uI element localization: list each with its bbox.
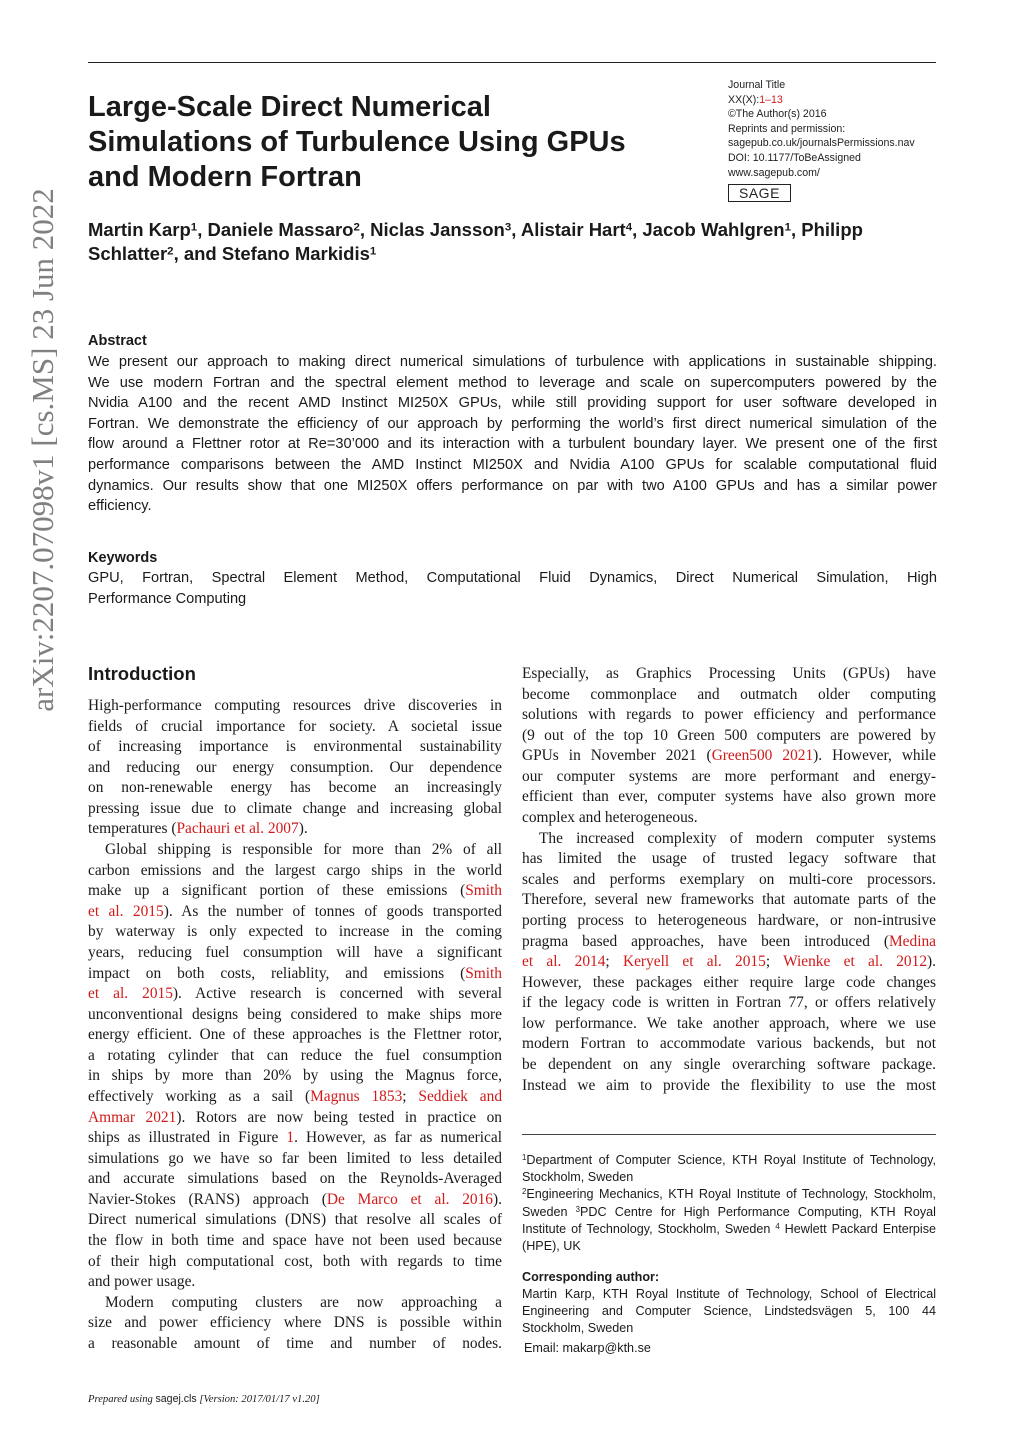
arxiv-stamp: arXiv:2207.07098v1 [cs.MS] 23 Jun 2022 bbox=[25, 188, 60, 712]
abstract-line: We present our approach to making direct numerical simulations of turbulence with applications in sustainable shipping. bbox=[88, 354, 937, 370]
keywords-body bbox=[88, 568, 937, 609]
body-line: by waterway is only expected to increase in the coming bbox=[88, 923, 502, 941]
body-line: unconventional designs being considered to make ships more bbox=[88, 1005, 502, 1023]
body-line: Especially, as Graphics Processing Units (GPUs) have bbox=[522, 665, 936, 682]
affiliations bbox=[522, 1152, 936, 1255]
body-line: The increased complexity of modern computer systems bbox=[539, 829, 936, 847]
body-line: effectively working as a sail (Magnus 1853; Seddiek and bbox=[88, 1087, 503, 1105]
author-name: Martin Karp bbox=[88, 219, 191, 240]
body-line: and accurate simulations based on the Reynolds-Averaged bbox=[88, 1170, 502, 1188]
footnote-rule bbox=[522, 1134, 936, 1135]
body-line: and power usage. bbox=[88, 1273, 196, 1291]
keywords-line: GPU, Fortran, Spectral Element Method, Computational Fluid Dynamics, Direct Numerical Simulation, High bbox=[88, 570, 937, 586]
citation-link[interactable]: et al. 2014 bbox=[522, 953, 606, 971]
body-line: the flow in both time and space have not been used because bbox=[88, 1232, 502, 1250]
body-line: simulations go we have so far been limited to less detailed bbox=[88, 1149, 502, 1167]
body-line: complex and heterogeneous. bbox=[522, 809, 698, 827]
author-affiliation-mark: 1 bbox=[190, 221, 198, 234]
body-line: ships as illustrated in Figure 1. However, as far as numerical bbox=[88, 1129, 502, 1147]
author-name: Daniele Massaro bbox=[207, 219, 354, 240]
author-line: Schlatter$^2$, and Stefano Markidis$^1$ bbox=[88, 243, 377, 264]
author-name: and Stefano Markidis bbox=[183, 243, 370, 264]
abstract-line: efficiency. bbox=[88, 498, 152, 515]
citation-link[interactable]: Pachauri et al. 2007 bbox=[176, 820, 299, 838]
citation-link[interactable]: Smith bbox=[465, 882, 502, 900]
body-line: scales and performs exemplary on multi-core processors. bbox=[522, 870, 936, 888]
citation-link[interactable]: Ammar 2021 bbox=[88, 1108, 177, 1126]
journal-reprints: Reprints and permission: bbox=[728, 122, 846, 135]
body-line: porting process to heterogeneous hardware, or non-intrusive bbox=[522, 911, 936, 929]
top-rule bbox=[88, 62, 936, 63]
citation-link[interactable]: et al. 2015 bbox=[88, 902, 164, 920]
body-line: pressing issue due to climate change and increasing global bbox=[88, 799, 502, 817]
body-line: our computer systems are more performant and energy- bbox=[522, 767, 936, 785]
body-line: temperatures (Pachauri et al. 2007). bbox=[88, 820, 308, 838]
author-affiliation-mark: 4 bbox=[625, 221, 633, 234]
page-footer: Prepared using sagej.cls [Version: 2017/01/17 v1.20] bbox=[88, 1393, 320, 1405]
body-line: Direct numerical simulations (DNS) that resolve all scales of bbox=[88, 1211, 502, 1229]
body-line: However, these packages either require large code changes bbox=[522, 973, 936, 991]
citation-link[interactable]: Smith bbox=[465, 964, 502, 982]
author-name: Schlatter bbox=[88, 243, 168, 264]
body-line: if the legacy code is written in Fortran 77, or offers relatively bbox=[522, 994, 936, 1012]
affiliation-number: 1 bbox=[522, 1153, 527, 1163]
abstract-line: performance comparisons between the AMD Instinct MI250X and Nvidia A100 GPUs for scalable computational fluid bbox=[88, 456, 937, 473]
author-affiliation-mark: 3 bbox=[504, 221, 512, 234]
author-name: Alistair Hart bbox=[520, 219, 626, 240]
title-line: Large-Scale Direct Numerical bbox=[88, 91, 491, 123]
author-name: Niclas Jansson bbox=[370, 219, 505, 240]
journal-permissions-url: sagepub.co.uk/journalsPermissions.nav bbox=[728, 137, 915, 150]
citation-link[interactable]: Magnus 1853 bbox=[310, 1087, 403, 1105]
body-line: Therefore, several new frameworks that automate parts of the bbox=[522, 891, 936, 909]
sage-logo: SAGE bbox=[728, 184, 791, 202]
body-line: low performance. We take another approach, where we use bbox=[522, 1014, 936, 1032]
keywords-line: Performance Computing bbox=[88, 590, 247, 607]
abstract-line: Nvidia A100 and the recent AMD Instinct MI250X GPUs, while still providing support for user software developed in bbox=[88, 395, 937, 412]
citation-link[interactable]: Medina bbox=[888, 932, 936, 950]
footer-class-name: sagej.cls bbox=[155, 1393, 197, 1405]
body-line: make up a significant portion of these emissions (Smith bbox=[88, 882, 502, 900]
abstract-line: dynamics. Our results show that one MI250X offers performance on par with two A100 GPUs and has a similar power bbox=[88, 477, 937, 494]
body-line: energy efficient. One of these approaches is the Flettner rotor, bbox=[88, 1026, 502, 1044]
citation-link[interactable]: Wienke et al. 2012 bbox=[783, 953, 928, 971]
citation-link[interactable]: 1 bbox=[286, 1129, 295, 1147]
body-line: a rotating cylinder that can reduce the fuel consumption bbox=[88, 1046, 502, 1064]
affiliation-number: 3 bbox=[575, 1204, 581, 1214]
abstract-line: We use modern Fortran and the spectral element method to leverage and scale on supercomputers powered by the bbox=[88, 374, 937, 391]
keywords-heading: Keywords bbox=[88, 550, 158, 566]
title-line: Simulations of Turbulence Using GPUs bbox=[88, 126, 626, 158]
citation-link[interactable]: Keryell et al. 2015 bbox=[622, 953, 766, 971]
citation-link[interactable]: De Marco et al. 2016 bbox=[326, 1190, 494, 1208]
body-line: in ships by more than 20% by using the Magnus force, bbox=[88, 1067, 502, 1085]
body-line: modern Fortran to accommodate various backends, but not bbox=[522, 1035, 936, 1053]
body-line: of their high computational cost, both with regards to time bbox=[88, 1252, 502, 1270]
arxiv-stamp-container bbox=[25, 188, 66, 1050]
abstract-line: flow around a Flettner rotor at Re=30’000 and its interaction with a turbulent boundary layer. We present one of the first bbox=[88, 436, 937, 453]
body-line: size and power efficiency where DNS is possible within bbox=[88, 1314, 502, 1332]
body-line: pragma based approaches, have been introduced (Medina bbox=[522, 932, 936, 950]
author-list bbox=[88, 218, 938, 266]
citation-link[interactable]: Seddiek and bbox=[418, 1087, 503, 1105]
affiliation-number: 4 bbox=[775, 1221, 780, 1231]
abstract-line: Fortran. We demonstrate the efficiency of our approach by performing the world’s first direct numerical simulation of the bbox=[88, 415, 937, 432]
body-line: GPUs in November 2021 (Green500 2021). However, while bbox=[522, 747, 937, 765]
abstract-body bbox=[88, 352, 937, 517]
abstract-heading: Abstract bbox=[88, 333, 147, 349]
corresponding-author-heading: Corresponding author: bbox=[522, 1270, 660, 1284]
author-name: Jacob Wahlgren bbox=[642, 219, 785, 240]
body-line: years, reducing fuel consumption will have a significant bbox=[88, 943, 502, 961]
affiliation-entry: $^1$Department of Computer Science, KTH Royal Institute of Technology, Stockholm, Sweden bbox=[522, 1153, 936, 1185]
body-line: Instead we aim to provide the flexibility to use the most bbox=[522, 1076, 936, 1094]
author-affiliation-mark: 2 bbox=[353, 221, 360, 234]
body-line: Global shipping is responsible for more than 2% of all bbox=[105, 841, 502, 859]
citation-link[interactable]: Green500 2021 bbox=[711, 747, 814, 765]
section-heading-introduction: Introduction bbox=[88, 663, 196, 684]
body-line: a reasonable amount of time and number of nodes. bbox=[88, 1334, 502, 1352]
body-line: High-performance computing resources drive discoveries in bbox=[88, 697, 502, 714]
journal-volume: XX(X):1–13 bbox=[728, 93, 783, 106]
body-line: Ammar 2021). Rotors are now being tested in practice on bbox=[88, 1108, 502, 1126]
intro-column-right bbox=[522, 664, 936, 1096]
affiliation-number: 2 bbox=[522, 1187, 527, 1197]
title-line: and Modern Fortran bbox=[88, 161, 362, 193]
corresponding-author-email: Email: makarp@kth.se bbox=[524, 1341, 651, 1355]
corresponding-author-text: Martin Karp, KTH Royal Institute of Technology, School of Electrical Engineering and Computer Science, Lindstedsvägen 5, 100 44 Stockholm, Sweden bbox=[522, 1287, 936, 1336]
paper-title bbox=[88, 90, 688, 195]
body-line: of increasing importance is environmental sustainability bbox=[88, 738, 502, 756]
body-line: (9 out of the top 10 Green 500 computers are powered by bbox=[522, 726, 936, 744]
body-line: et al. 2015). Active research is concerned with several bbox=[88, 985, 502, 1003]
body-line: carbon emissions and the largest cargo ships in the world bbox=[88, 861, 502, 879]
body-line: become commonplace and outmatch older computing bbox=[522, 685, 936, 703]
body-line: efficient than ever, computer systems have also grown more bbox=[522, 788, 936, 806]
intro-column-left bbox=[88, 696, 502, 1355]
body-line: Modern computing clusters are now approaching a bbox=[105, 1293, 502, 1311]
body-line: on non-renewable energy has become an increasingly bbox=[88, 779, 502, 797]
body-line: and reducing our energy consumption. Our dependence bbox=[88, 758, 502, 776]
author-affiliation-mark: 1 bbox=[784, 221, 791, 234]
author-affiliation-mark: 1 bbox=[369, 245, 377, 258]
journal-info bbox=[728, 78, 948, 203]
body-line: fields of crucial importance for society. A societal issue bbox=[88, 717, 502, 735]
journal-pages-link[interactable]: 1–13 bbox=[759, 93, 783, 106]
journal-name: Journal Title bbox=[728, 79, 786, 91]
author-affiliation-mark: 2 bbox=[167, 245, 174, 258]
citation-link[interactable]: et al. 2015 bbox=[88, 985, 173, 1003]
body-line: be dependent on any single overarching software package. bbox=[522, 1055, 936, 1073]
author-line: Martin Karp$^1$, Daniele Massaro$^2$, Niclas Jansson$^3$, Alistair Hart$^4$, Jacob Wahlgren$^1$, Philipp bbox=[88, 219, 863, 240]
journal-copyright: ©The Author(s) 2016 bbox=[728, 108, 827, 121]
journal-website: www.sagepub.com/ bbox=[728, 166, 820, 179]
body-line: et al. 2014; Keryell et al. 2015; Wienke et al. 2012). bbox=[522, 953, 936, 971]
body-line: solutions with regards to power efficiency and performance bbox=[522, 706, 936, 724]
body-line: has limited the usage of trusted legacy software that bbox=[522, 850, 936, 868]
body-line: Navier-Stokes (RANS) approach (De Marco et al. 2016). bbox=[88, 1190, 502, 1208]
body-line: impact on both costs, reliablity, and emissions (Smith bbox=[88, 964, 502, 982]
body-line: et al. 2015). As the number of tonnes of goods transported bbox=[88, 902, 502, 920]
journal-doi: DOI: 10.1177/ToBeAssigned bbox=[728, 151, 861, 164]
affiliation-entry: $^2$Engineering Mechanics, KTH Royal Institute of Technology, Stockholm, Sweden $^3$PDC Centre for High Performance Computing, KTH Royal Institute of Technology, Stockholm, Sweden $^4$ Hewlett Packard Enterpise (HPE), UK bbox=[522, 1187, 936, 1254]
author-name: Philipp bbox=[801, 219, 863, 240]
